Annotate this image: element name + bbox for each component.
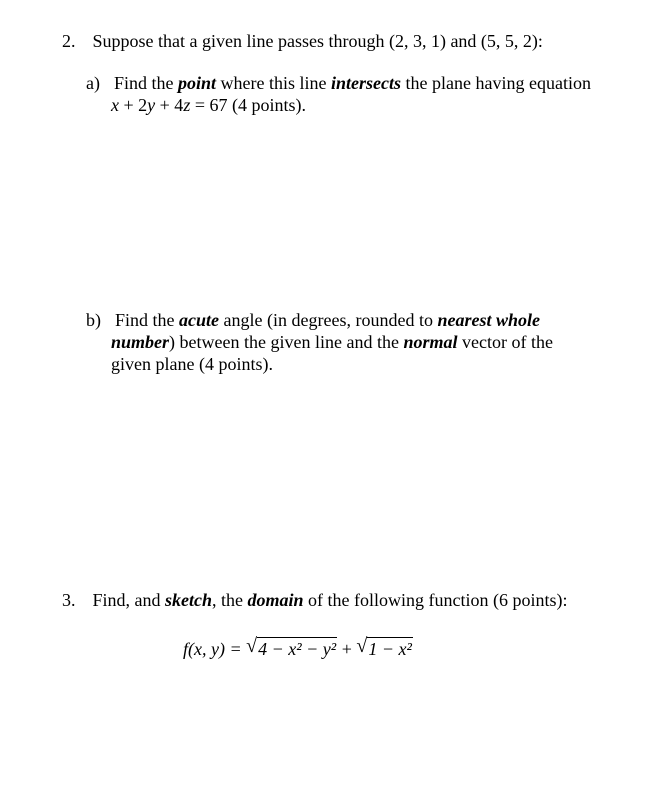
q2b-emphasis-normal: normal bbox=[403, 332, 458, 352]
q2b-line-3 bbox=[111, 353, 273, 375]
q2b-text-4: vector of the bbox=[457, 332, 553, 352]
q2a-emphasis-intersects: intersects bbox=[331, 73, 401, 93]
q3-number: 3. bbox=[62, 590, 76, 610]
q2b-text-5: given plane (4 points). bbox=[111, 354, 273, 374]
q3-text-1: Find, and bbox=[92, 590, 166, 610]
q3-line bbox=[62, 589, 568, 611]
q2a-eq-end: = 67 bbox=[190, 95, 228, 115]
q2b-line-2 bbox=[111, 331, 553, 353]
q2-intro-text: Suppose that a given line passes through (2, 3, 1) and (5, 5, 2): bbox=[92, 31, 543, 51]
q2a-line-2 bbox=[111, 94, 306, 116]
sqrt-term-1-body: 4 − x² − y² bbox=[258, 639, 337, 659]
q3-formula bbox=[183, 637, 413, 660]
sqrt-term-2-body: 1 − x² bbox=[368, 639, 412, 659]
q2b-emphasis-number: number bbox=[111, 332, 170, 352]
q3-emphasis-domain: domain bbox=[247, 590, 304, 610]
q2a-emphasis-point: point bbox=[178, 73, 217, 93]
q3-emphasis-sketch: sketch bbox=[165, 590, 213, 610]
formula-plus: + bbox=[341, 639, 357, 659]
q2b-emphasis-nearest-whole: nearest whole bbox=[437, 310, 540, 330]
q2b-text-2: angle (in degrees, rounded to bbox=[219, 310, 438, 330]
q2b-text-1: Find the bbox=[115, 310, 180, 330]
sqrt-term-2 bbox=[356, 637, 413, 660]
q2b-emphasis-acute: acute bbox=[179, 310, 220, 330]
q2a-eq-plus2: + 2 bbox=[119, 95, 148, 115]
q2b-label: b) bbox=[86, 310, 101, 330]
q3-text-3: of the following function (6 points): bbox=[303, 590, 568, 610]
q2a-eq-z: z bbox=[183, 95, 191, 115]
q2a-eq-y: y bbox=[147, 95, 156, 115]
q2a-text-1: Find the bbox=[113, 73, 178, 93]
q2-intro-line bbox=[62, 30, 543, 52]
q3-text-2: , the bbox=[212, 590, 248, 610]
q2a-text-3: the plane having equation bbox=[401, 73, 591, 93]
q2b-text-3: ) between the given line and the bbox=[169, 332, 404, 352]
q2a-eq-x: x bbox=[111, 95, 119, 115]
radical-sign-icon: √ bbox=[356, 635, 368, 657]
q2-number: 2. bbox=[62, 31, 76, 51]
formula-lhs: f(x, y) = bbox=[183, 639, 247, 659]
radical-sign-icon: √ bbox=[246, 635, 258, 657]
q2a-label: a) bbox=[86, 73, 100, 93]
q2a-text-2: where this line bbox=[216, 73, 331, 93]
q2b-line-1 bbox=[86, 309, 540, 331]
q2a-line-1 bbox=[86, 72, 591, 94]
sqrt-term-1 bbox=[246, 637, 337, 660]
q2a-eq-plus4: + 4 bbox=[155, 95, 184, 115]
q2a-points: (4 points). bbox=[227, 95, 306, 115]
